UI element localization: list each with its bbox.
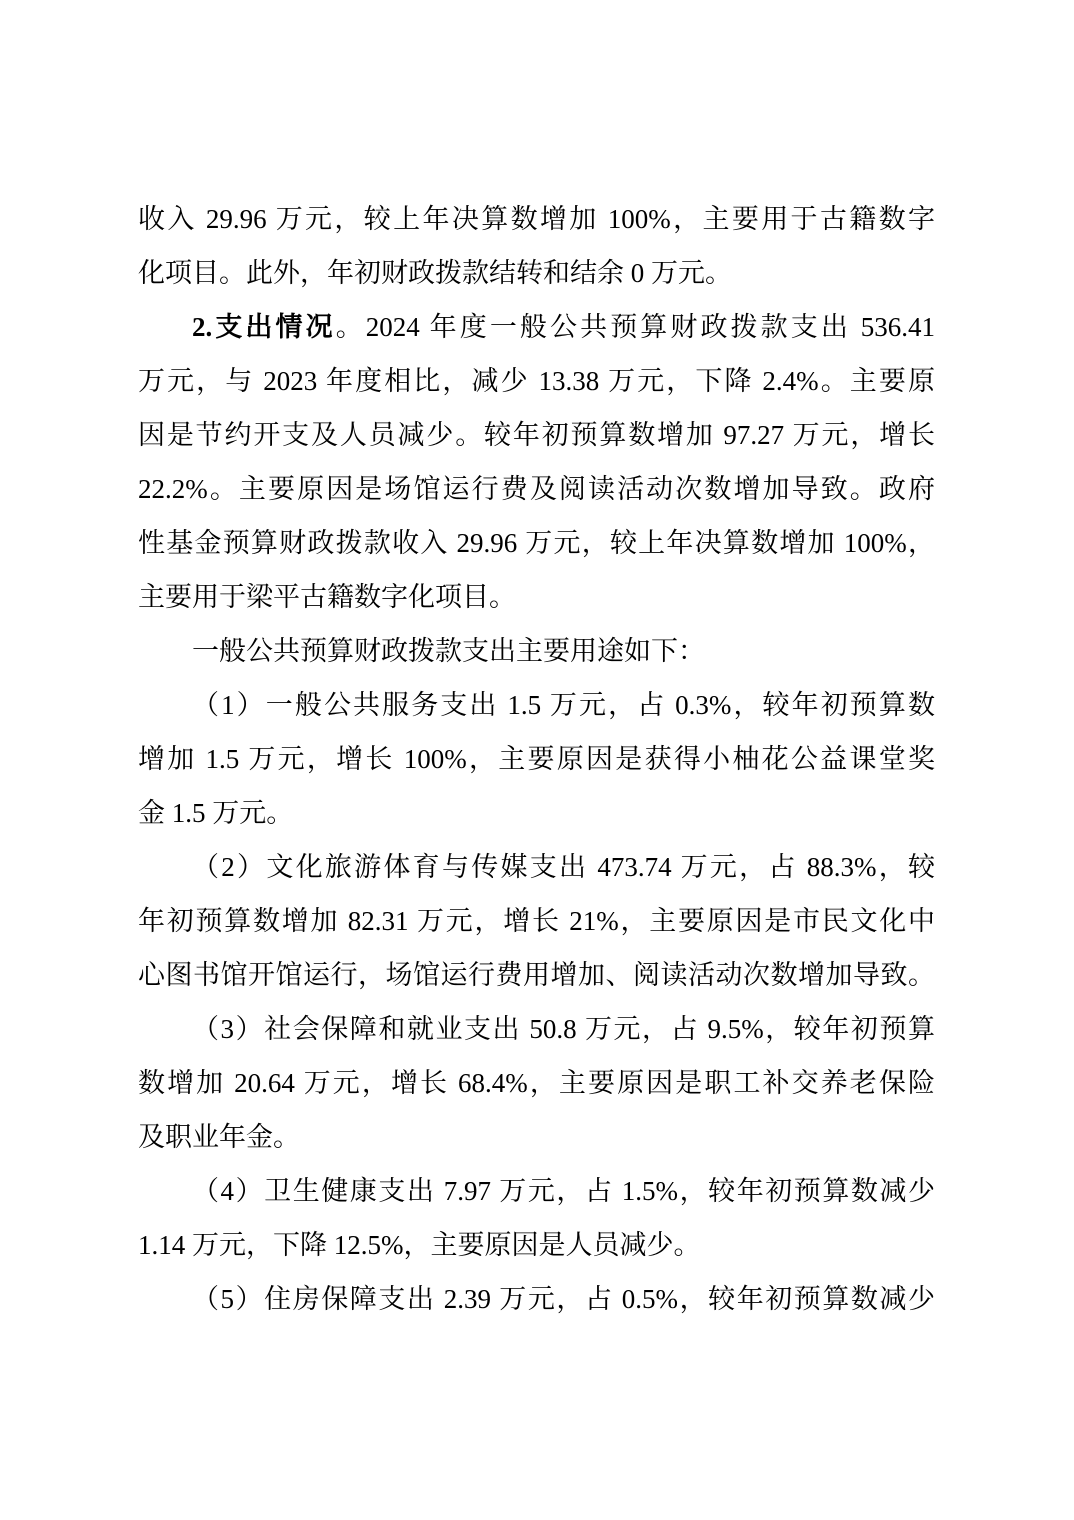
text-line: 年初预算数增加 82.31 万元，增长 21%，主要原因是市民文化中 [138,906,935,936]
text-line: 心图书馆开馆运行，场馆运行费用增加、阅读活动次数增加导致。 [138,960,935,990]
text-line: 增加 1.5 万元，增长 100%，主要原因是获得小柚花公益课堂奖 [138,744,935,774]
text-line: （5）住房保障支出 2.39 万元，占 0.5%，较年初预算数减少 [192,1284,935,1314]
text-line: 万元，与 2023 年度相比，减少 13.38 万元，下降 2.4%。主要原 [138,366,935,396]
text-line: （3）社会保障和就业支出 50.8 万元，占 9.5%，较年初预算 [192,1014,935,1044]
text-line: 1.14 万元，下降 12.5%，主要原因是人员减少。 [138,1230,701,1260]
text-line: 及职业年金。 [138,1122,300,1152]
document-text-block [138,192,935,1326]
text-line-content: 。2024 年度一般公共预算财政拨款支出 536.41 [335,312,935,342]
text-line: （4）卫生健康支出 7.97 万元，占 1.5%，较年初预算数减少 [192,1176,935,1206]
text-line: 因是节约开支及人员减少。较年初预算数增加 97.27 万元，增长 [138,420,935,450]
text-line: 主要用于梁平古籍数字化项目。 [138,582,516,612]
text-line: 性基金预算财政拨款收入 29.96 万元，较上年决算数增加 100%， [138,528,935,558]
text-line [138,300,935,354]
text-line: 22.2%。主要原因是场馆运行费及阅读活动次数增加导致。政府 [138,474,935,504]
text-line: 收入 29.96 万元，较上年决算数增加 100%，主要用于古籍数字 [138,204,935,234]
text-line: 化项目。此外，年初财政拨款结转和结余 0 万元。 [138,258,732,288]
text-line: 金 1.5 万元。 [138,798,294,828]
text-line: （1）一般公共服务支出 1.5 万元，占 0.3%，较年初预算数 [192,690,935,720]
text-line: 一般公共预算财政拨款支出主要用途如下： [192,636,705,666]
text-line: （2）文化旅游体育与传媒支出 473.74 万元，占 88.3%，较 [192,852,935,882]
section-heading: 2.支出情况 [192,312,336,342]
text-line: 数增加 20.64 万元，增长 68.4%，主要原因是职工补交养老保险 [138,1068,935,1098]
